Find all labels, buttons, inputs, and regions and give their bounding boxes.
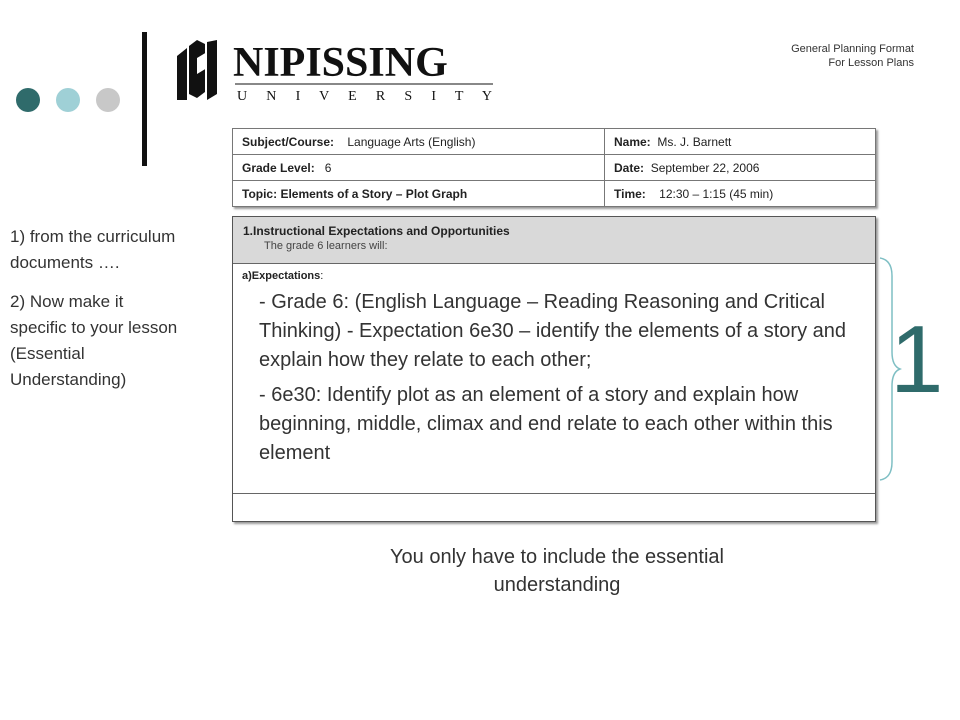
- document-title: [791, 42, 914, 70]
- expectations-body: [233, 264, 875, 494]
- name-cell: Name: Ms. J. Barnett: [605, 129, 876, 155]
- expectations-header: [233, 217, 875, 264]
- expectation-item-1: - Grade 6: (English Language – Reading Reasoning and Critical Thinking) - Expectation 6e30 – identify the elements of a story and explain how they relate to each other;: [259, 291, 847, 371]
- topic-cell: Topic: Elements of a Story – Plot Graph: [233, 181, 605, 207]
- nipissing-logo: [175, 38, 500, 104]
- table-row: [233, 129, 876, 155]
- side-notes: [10, 224, 180, 406]
- subject-value: Language Arts (English): [347, 134, 476, 149]
- expectations-list: [242, 288, 867, 468]
- grade-value: 6: [324, 160, 332, 175]
- expectations-box: [232, 216, 876, 522]
- date-cell: Date: September 22, 2006: [605, 155, 876, 181]
- document-title-line2: For Lesson Plans: [828, 57, 914, 69]
- expectation-item-2: - 6e30: Identify plot as an element of a story and explain how beginning, middle, climax and end relate to each other within this element: [259, 384, 833, 464]
- date-value: September 22, 2006: [650, 160, 760, 175]
- table-row: [233, 181, 876, 207]
- grade-cell: Grade Level: 6: [233, 155, 605, 181]
- decorative-dot-light: [56, 88, 80, 112]
- decorative-dot-grey: [96, 88, 120, 112]
- logo-university-text: U N I V E R S I T Y: [237, 89, 492, 104]
- side-note-2: 2) Now make it specific to your lesson (Essential Understanding): [10, 292, 178, 389]
- expectations-sub-label: a)Expectations:: [242, 270, 324, 282]
- section-number: 1: [890, 306, 944, 413]
- time-cell: Time: 12:30 – 1:15 (45 min): [605, 181, 876, 207]
- expectations-subheading: The grade 6 learners will:: [264, 240, 388, 252]
- decorative-dot-dark: [16, 88, 40, 112]
- footer-note: You only have to include the essential understanding: [390, 546, 724, 596]
- nipissing-logo-mark: [177, 40, 217, 100]
- vertical-divider: [142, 32, 147, 166]
- side-note-1: 1) from the curriculum documents ….: [10, 227, 176, 272]
- expectations-heading: 1.Instructional Expectations and Opportunities: [243, 224, 510, 238]
- table-row: [233, 155, 876, 181]
- document-title-line1: General Planning Format: [791, 43, 914, 55]
- time-value: 12:30 – 1:15 (45 min): [659, 186, 774, 201]
- subject-cell: Subject/Course: Language Arts (English): [233, 129, 605, 155]
- logo-wordmark: NIPISSING: [233, 40, 448, 86]
- lesson-info-table: [232, 128, 876, 207]
- name-value: Ms. J. Barnett: [657, 134, 732, 149]
